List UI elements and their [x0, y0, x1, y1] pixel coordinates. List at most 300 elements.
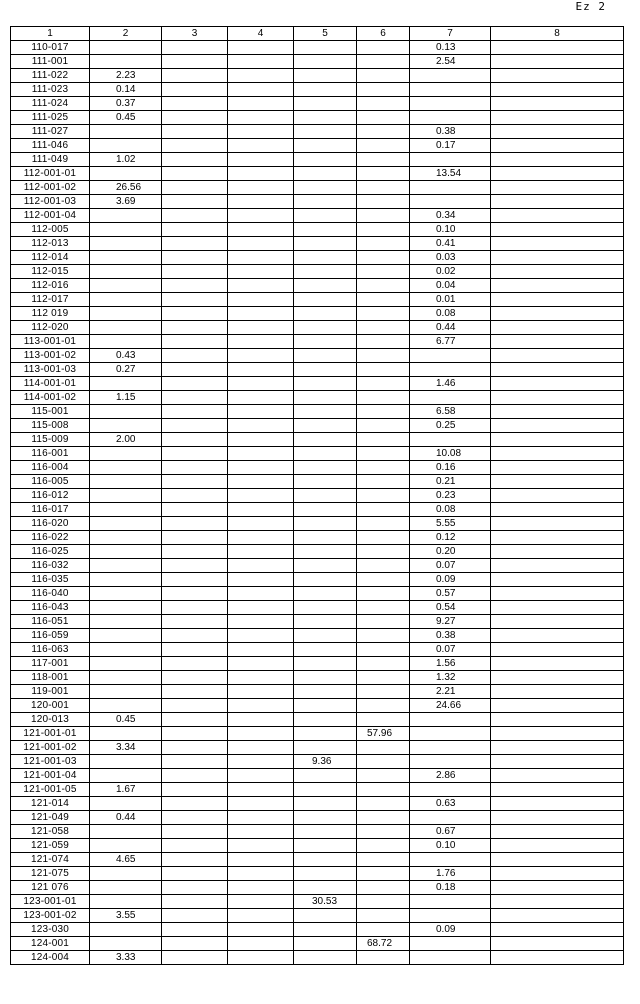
cell-col-6 — [357, 867, 410, 881]
cell-col-2 — [90, 503, 162, 517]
cell-col-5 — [294, 769, 357, 783]
cell-col-7: 0.41 — [410, 237, 491, 251]
cell-col-3 — [162, 937, 228, 951]
cell-col-7: 6.77 — [410, 335, 491, 349]
cell-id: 116-035 — [11, 573, 90, 587]
cell-id: 116-025 — [11, 545, 90, 559]
cell-col-4 — [228, 279, 294, 293]
table-row — [11, 951, 624, 965]
cell-col-3 — [162, 587, 228, 601]
cell-col-6 — [357, 699, 410, 713]
cell-col-8 — [491, 671, 624, 685]
cell-col-6 — [357, 741, 410, 755]
cell-col-5 — [294, 797, 357, 811]
cell-col-6 — [357, 629, 410, 643]
cell-col-4 — [228, 83, 294, 97]
cell-col-6 — [357, 853, 410, 867]
cell-col-7 — [410, 97, 491, 111]
cell-id: 117-001 — [11, 657, 90, 671]
table-row — [11, 573, 624, 587]
cell-col-8 — [491, 279, 624, 293]
cell-col-5 — [294, 405, 357, 419]
cell-col-4 — [228, 153, 294, 167]
cell-col-7: 0.02 — [410, 265, 491, 279]
table-row — [11, 629, 624, 643]
table-row — [11, 433, 624, 447]
cell-col-6 — [357, 391, 410, 405]
cell-col-7: 0.13 — [410, 41, 491, 55]
cell-id: 112 019 — [11, 307, 90, 321]
cell-col-3 — [162, 895, 228, 909]
table-row — [11, 489, 624, 503]
header-col-6: 6 — [357, 27, 410, 41]
cell-col-4 — [228, 475, 294, 489]
cell-col-6 — [357, 349, 410, 363]
cell-col-4 — [228, 363, 294, 377]
cell-id: 121-014 — [11, 797, 90, 811]
header-col-7: 7 — [410, 27, 491, 41]
cell-id: 116-032 — [11, 559, 90, 573]
cell-col-6 — [357, 153, 410, 167]
cell-id: 112-001-02 — [11, 181, 90, 195]
cell-col-7 — [410, 195, 491, 209]
cell-col-2 — [90, 629, 162, 643]
cell-col-8 — [491, 125, 624, 139]
cell-col-4 — [228, 741, 294, 755]
table-row — [11, 587, 624, 601]
cell-col-4 — [228, 699, 294, 713]
cell-col-4 — [228, 909, 294, 923]
cell-id: 121-049 — [11, 811, 90, 825]
cell-id: 115-008 — [11, 419, 90, 433]
cell-col-4 — [228, 237, 294, 251]
cell-col-8 — [491, 517, 624, 531]
cell-col-6 — [357, 195, 410, 209]
cell-col-4 — [228, 181, 294, 195]
cell-col-8 — [491, 55, 624, 69]
cell-col-7: 0.25 — [410, 419, 491, 433]
cell-col-6 — [357, 223, 410, 237]
cell-col-2: 0.14 — [90, 83, 162, 97]
cell-col-3 — [162, 69, 228, 83]
cell-col-2 — [90, 867, 162, 881]
cell-col-4 — [228, 419, 294, 433]
cell-col-3 — [162, 741, 228, 755]
cell-col-3 — [162, 405, 228, 419]
cell-col-7 — [410, 433, 491, 447]
table-row — [11, 713, 624, 727]
cell-id: 121-001-02 — [11, 741, 90, 755]
cell-col-5 — [294, 923, 357, 937]
cell-col-6 — [357, 293, 410, 307]
cell-col-5 — [294, 657, 357, 671]
cell-col-7: 0.63 — [410, 797, 491, 811]
cell-col-2 — [90, 573, 162, 587]
cell-col-5 — [294, 125, 357, 139]
cell-col-7: 0.10 — [410, 839, 491, 853]
cell-col-2 — [90, 643, 162, 657]
cell-id: 112-017 — [11, 293, 90, 307]
table-row — [11, 195, 624, 209]
cell-col-3 — [162, 97, 228, 111]
cell-col-5 — [294, 139, 357, 153]
cell-id: 112-013 — [11, 237, 90, 251]
cell-id: 112-016 — [11, 279, 90, 293]
cell-id: 116-012 — [11, 489, 90, 503]
cell-col-8 — [491, 335, 624, 349]
cell-col-4 — [228, 167, 294, 181]
cell-col-5 — [294, 853, 357, 867]
cell-col-4 — [228, 937, 294, 951]
cell-col-8 — [491, 97, 624, 111]
cell-id: 121-001-04 — [11, 769, 90, 783]
cell-col-8 — [491, 167, 624, 181]
cell-col-3 — [162, 139, 228, 153]
table-row — [11, 69, 624, 83]
table-row — [11, 853, 624, 867]
table-row — [11, 517, 624, 531]
cell-col-5: 30.53 — [294, 895, 357, 909]
cell-col-5 — [294, 727, 357, 741]
cell-col-6 — [357, 83, 410, 97]
cell-id: 121-058 — [11, 825, 90, 839]
cell-col-8 — [491, 111, 624, 125]
cell-col-2 — [90, 937, 162, 951]
table-row — [11, 363, 624, 377]
cell-col-8 — [491, 349, 624, 363]
cell-col-5 — [294, 489, 357, 503]
table-row — [11, 839, 624, 853]
data-table — [10, 26, 624, 965]
cell-col-8 — [491, 69, 624, 83]
cell-col-7: 0.16 — [410, 461, 491, 475]
cell-col-6 — [357, 881, 410, 895]
table-row — [11, 881, 624, 895]
cell-col-2: 3.69 — [90, 195, 162, 209]
cell-col-3 — [162, 223, 228, 237]
cell-id: 111-001 — [11, 55, 90, 69]
table-row — [11, 97, 624, 111]
cell-col-5 — [294, 195, 357, 209]
cell-col-3 — [162, 657, 228, 671]
cell-col-5 — [294, 97, 357, 111]
cell-col-3 — [162, 321, 228, 335]
cell-id: 121-074 — [11, 853, 90, 867]
cell-col-5 — [294, 951, 357, 965]
cell-col-5 — [294, 349, 357, 363]
cell-col-7: 0.08 — [410, 503, 491, 517]
cell-col-4 — [228, 727, 294, 741]
cell-col-8 — [491, 181, 624, 195]
cell-col-2: 1.67 — [90, 783, 162, 797]
cell-col-8 — [491, 195, 624, 209]
cell-id: 114-001-02 — [11, 391, 90, 405]
table-row — [11, 867, 624, 881]
cell-col-2: 2.00 — [90, 433, 162, 447]
cell-col-2 — [90, 307, 162, 321]
cell-col-2 — [90, 671, 162, 685]
header-col-4: 4 — [228, 27, 294, 41]
cell-col-4 — [228, 265, 294, 279]
cell-col-4 — [228, 839, 294, 853]
cell-col-4 — [228, 615, 294, 629]
cell-col-5 — [294, 307, 357, 321]
cell-col-3 — [162, 629, 228, 643]
cell-col-7: 0.07 — [410, 643, 491, 657]
cell-id: 116-017 — [11, 503, 90, 517]
cell-col-6 — [357, 419, 410, 433]
cell-col-5 — [294, 839, 357, 853]
cell-col-3 — [162, 125, 228, 139]
cell-col-8 — [491, 419, 624, 433]
cell-col-2 — [90, 251, 162, 265]
cell-col-6 — [357, 69, 410, 83]
cell-col-4 — [228, 391, 294, 405]
table-row — [11, 307, 624, 321]
table-row — [11, 349, 624, 363]
cell-col-2 — [90, 489, 162, 503]
cell-id: 116-051 — [11, 615, 90, 629]
cell-id: 119-001 — [11, 685, 90, 699]
table-row — [11, 153, 624, 167]
table-row — [11, 699, 624, 713]
cell-col-2 — [90, 265, 162, 279]
cell-col-2 — [90, 293, 162, 307]
cell-col-8 — [491, 909, 624, 923]
cell-col-8 — [491, 489, 624, 503]
cell-col-7: 1.76 — [410, 867, 491, 881]
cell-col-6 — [357, 671, 410, 685]
cell-col-8 — [491, 503, 624, 517]
table-row — [11, 601, 624, 615]
cell-col-5 — [294, 83, 357, 97]
cell-col-3 — [162, 475, 228, 489]
cell-col-8 — [491, 881, 624, 895]
cell-col-8 — [491, 573, 624, 587]
table-row — [11, 657, 624, 671]
cell-col-3 — [162, 531, 228, 545]
cell-col-2: 1.02 — [90, 153, 162, 167]
cell-col-6 — [357, 41, 410, 55]
cell-col-7: 0.03 — [410, 251, 491, 265]
cell-col-7: 0.08 — [410, 307, 491, 321]
cell-col-4 — [228, 41, 294, 55]
cell-id: 111-023 — [11, 83, 90, 97]
table-row — [11, 643, 624, 657]
cell-col-6 — [357, 657, 410, 671]
cell-col-5 — [294, 475, 357, 489]
cell-col-3 — [162, 419, 228, 433]
cell-col-5 — [294, 223, 357, 237]
cell-col-3 — [162, 923, 228, 937]
cell-col-4 — [228, 755, 294, 769]
cell-col-8 — [491, 713, 624, 727]
cell-col-7: 10.08 — [410, 447, 491, 461]
cell-col-7: 0.10 — [410, 223, 491, 237]
table-row — [11, 825, 624, 839]
cell-col-5 — [294, 909, 357, 923]
cell-col-4 — [228, 545, 294, 559]
cell-col-8 — [491, 685, 624, 699]
cell-col-7 — [410, 83, 491, 97]
cell-col-5 — [294, 41, 357, 55]
cell-col-7: 0.38 — [410, 629, 491, 643]
cell-col-4 — [228, 503, 294, 517]
cell-id: 112-015 — [11, 265, 90, 279]
cell-col-6 — [357, 307, 410, 321]
cell-col-5 — [294, 937, 357, 951]
cell-col-6 — [357, 769, 410, 783]
cell-col-7 — [410, 741, 491, 755]
cell-col-6 — [357, 265, 410, 279]
cell-col-7: 1.32 — [410, 671, 491, 685]
cell-col-2 — [90, 139, 162, 153]
cell-col-7 — [410, 69, 491, 83]
cell-col-7: 24.66 — [410, 699, 491, 713]
cell-col-6 — [357, 839, 410, 853]
header-col-3: 3 — [162, 27, 228, 41]
cell-id: 121-001-05 — [11, 783, 90, 797]
cell-id: 114-001-01 — [11, 377, 90, 391]
cell-col-8 — [491, 153, 624, 167]
cell-col-3 — [162, 867, 228, 881]
cell-col-4 — [228, 559, 294, 573]
cell-col-2: 4.65 — [90, 853, 162, 867]
cell-col-7: 0.67 — [410, 825, 491, 839]
cell-id: 110-017 — [11, 41, 90, 55]
cell-col-7: 0.38 — [410, 125, 491, 139]
cell-col-2 — [90, 223, 162, 237]
cell-col-3 — [162, 909, 228, 923]
cell-col-3 — [162, 853, 228, 867]
cell-col-8 — [491, 657, 624, 671]
table-row — [11, 265, 624, 279]
cell-col-5 — [294, 559, 357, 573]
cell-col-5 — [294, 391, 357, 405]
cell-col-5 — [294, 377, 357, 391]
cell-col-2 — [90, 405, 162, 419]
cell-col-6 — [357, 559, 410, 573]
cell-id: 121-075 — [11, 867, 90, 881]
cell-col-2: 0.45 — [90, 713, 162, 727]
cell-col-7 — [410, 727, 491, 741]
table-row — [11, 531, 624, 545]
cell-col-4 — [228, 195, 294, 209]
cell-col-6 — [357, 167, 410, 181]
cell-col-5 — [294, 881, 357, 895]
cell-col-6 — [357, 825, 410, 839]
cell-col-3 — [162, 545, 228, 559]
cell-col-8 — [491, 433, 624, 447]
cell-col-6 — [357, 811, 410, 825]
cell-col-6 — [357, 209, 410, 223]
cell-col-2 — [90, 615, 162, 629]
cell-col-3 — [162, 573, 228, 587]
cell-id: 116-063 — [11, 643, 90, 657]
cell-col-3 — [162, 209, 228, 223]
table-row — [11, 461, 624, 475]
cell-id: 111-049 — [11, 153, 90, 167]
cell-col-7 — [410, 713, 491, 727]
cell-col-5 — [294, 237, 357, 251]
cell-col-4 — [228, 349, 294, 363]
cell-col-4 — [228, 573, 294, 587]
cell-col-6 — [357, 461, 410, 475]
cell-col-8 — [491, 825, 624, 839]
cell-col-4 — [228, 853, 294, 867]
cell-col-8 — [491, 237, 624, 251]
cell-col-7 — [410, 853, 491, 867]
cell-col-5 — [294, 153, 357, 167]
cell-col-4 — [228, 867, 294, 881]
cell-col-3 — [162, 391, 228, 405]
cell-col-2 — [90, 545, 162, 559]
cell-col-8 — [491, 41, 624, 55]
cell-col-8 — [491, 209, 624, 223]
cell-col-2 — [90, 531, 162, 545]
cell-col-3 — [162, 195, 228, 209]
cell-col-5 — [294, 55, 357, 69]
cell-id: 111-027 — [11, 125, 90, 139]
cell-col-7: 0.01 — [410, 293, 491, 307]
table-row — [11, 503, 624, 517]
cell-col-3 — [162, 825, 228, 839]
cell-col-6 — [357, 783, 410, 797]
cell-col-6 — [357, 279, 410, 293]
cell-col-7: 1.56 — [410, 657, 491, 671]
header-col-5: 5 — [294, 27, 357, 41]
cell-col-5 — [294, 167, 357, 181]
cell-col-2 — [90, 755, 162, 769]
cell-col-3 — [162, 881, 228, 895]
table-row — [11, 391, 624, 405]
cell-col-8 — [491, 741, 624, 755]
cell-col-6 — [357, 923, 410, 937]
cell-col-7: 5.55 — [410, 517, 491, 531]
cell-col-7 — [410, 937, 491, 951]
cell-id: 121 076 — [11, 881, 90, 895]
cell-col-7: 0.07 — [410, 559, 491, 573]
table-row — [11, 209, 624, 223]
table-row — [11, 377, 624, 391]
cell-col-7 — [410, 111, 491, 125]
cell-col-2 — [90, 461, 162, 475]
cell-col-8 — [491, 307, 624, 321]
table-row — [11, 251, 624, 265]
cell-col-5 — [294, 867, 357, 881]
cell-col-6 — [357, 139, 410, 153]
cell-col-8 — [491, 937, 624, 951]
cell-col-6 — [357, 181, 410, 195]
cell-col-4 — [228, 881, 294, 895]
cell-col-8 — [491, 629, 624, 643]
cell-col-6 — [357, 517, 410, 531]
cell-id: 111-046 — [11, 139, 90, 153]
cell-col-3 — [162, 153, 228, 167]
cell-col-8 — [491, 251, 624, 265]
header-row — [11, 27, 624, 41]
cell-col-3 — [162, 251, 228, 265]
cell-col-3 — [162, 307, 228, 321]
cell-col-4 — [228, 811, 294, 825]
cell-col-7: 0.04 — [410, 279, 491, 293]
cell-col-3 — [162, 559, 228, 573]
cell-col-5 — [294, 181, 357, 195]
cell-col-7: 2.21 — [410, 685, 491, 699]
cell-col-4 — [228, 405, 294, 419]
cell-col-2 — [90, 825, 162, 839]
cell-col-7: 0.54 — [410, 601, 491, 615]
